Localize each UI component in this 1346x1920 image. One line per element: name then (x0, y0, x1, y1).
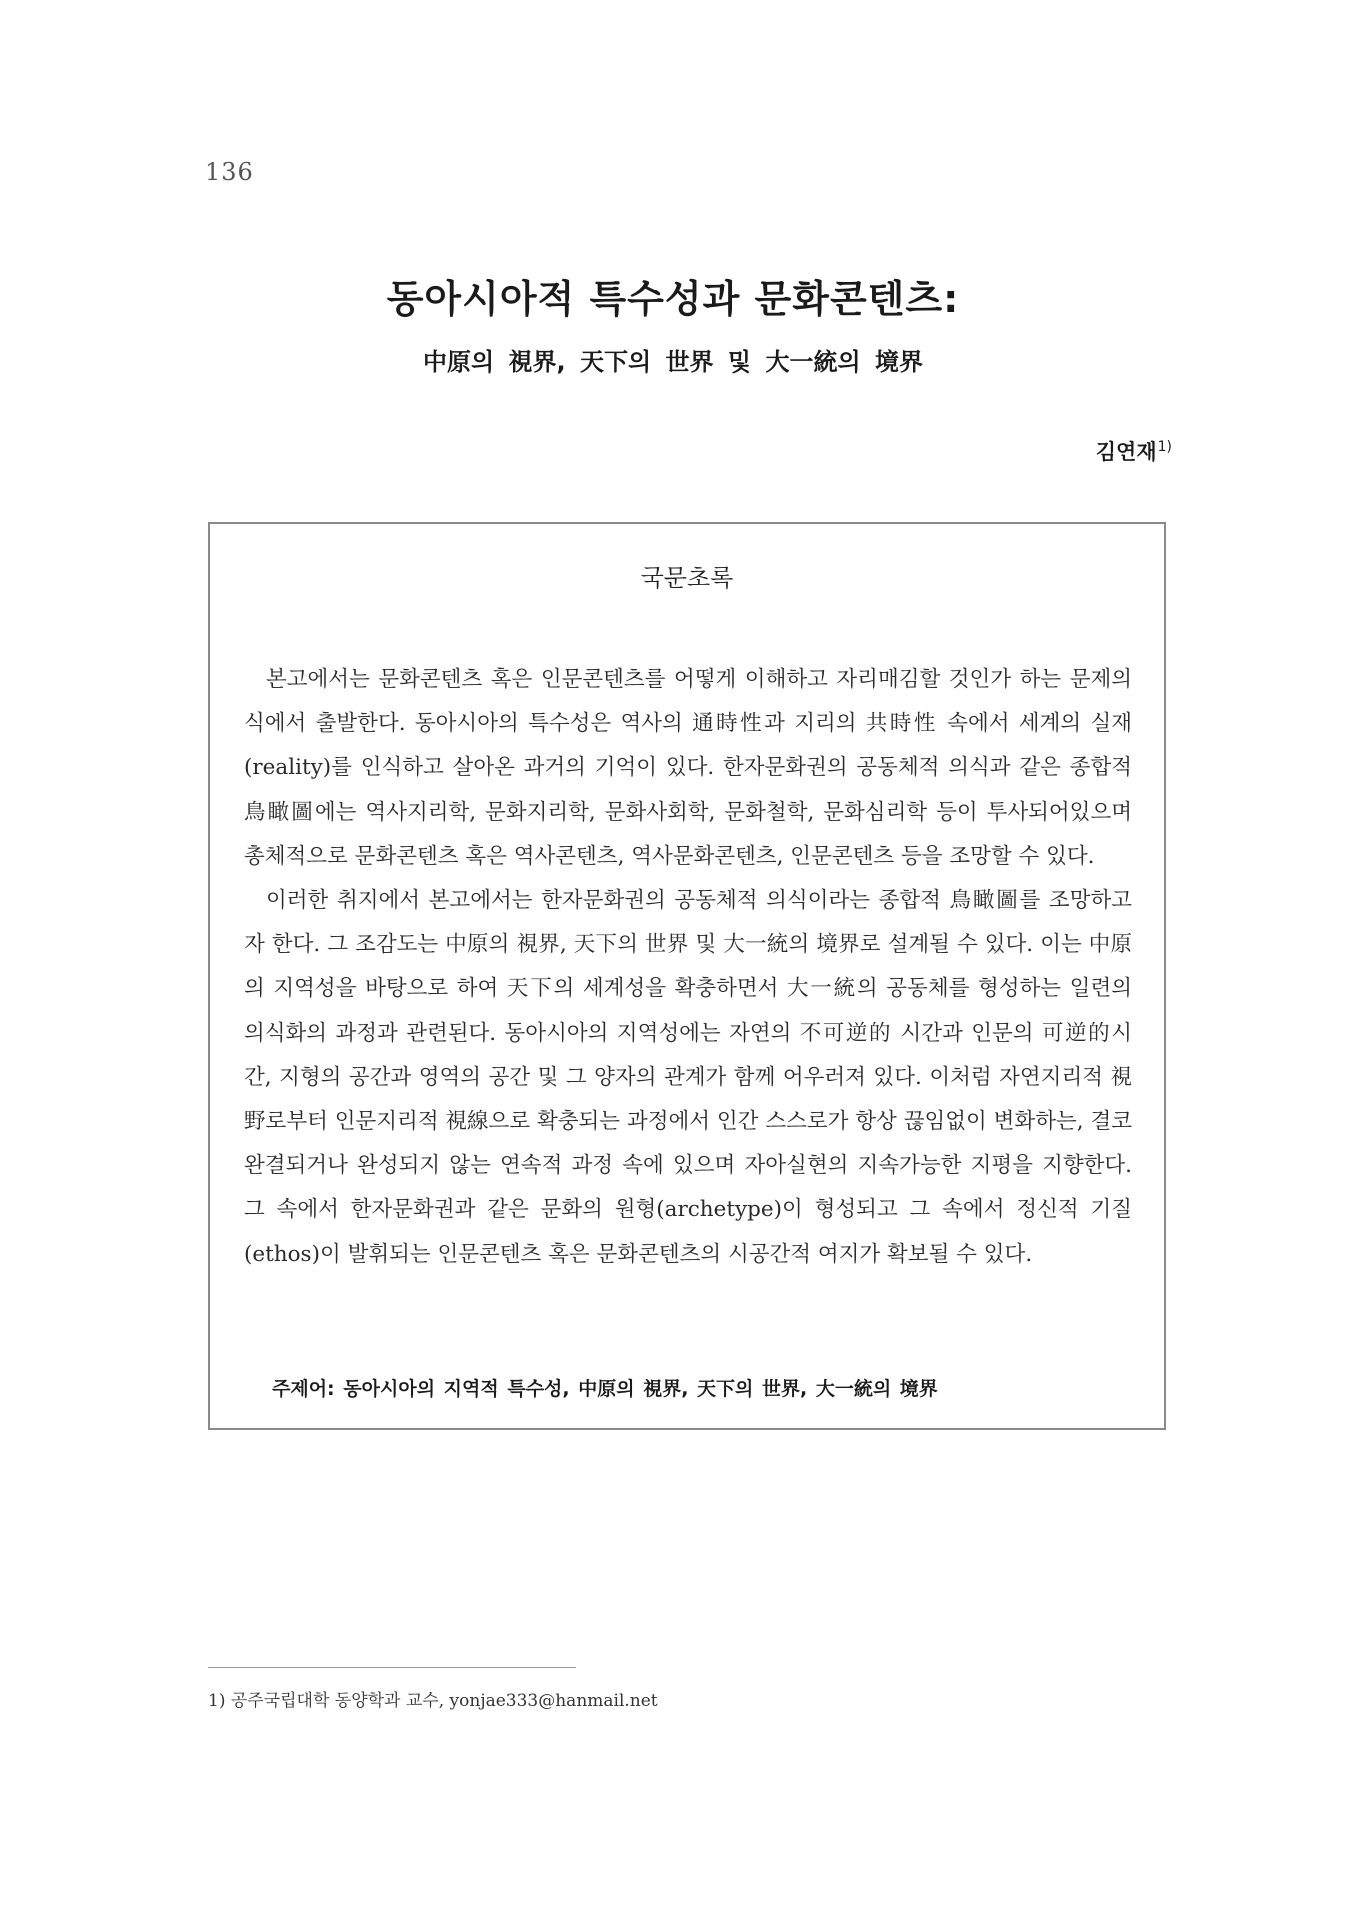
abstract-paragraph-2: 이러한 취지에서 본고에서는 한자문화권의 공동체적 의식이라는 종합적 鳥瞰圖를 조망하고자 한다. 그 조감도는 中原의 視界, 天下의 世界 및 大一統의 境界로 설계될 수 있다. 이는 中原의 지역성을 바탕으로 하여 天下의 세계성을 확충하면서 大一統의 공동체를 형성하는 일련의 의식화의 과정과 관련된다. 동아시아의 지역성에는 자연의 不可逆的 시간과 인문의 可逆的시간, 지형의 공간과 영역의 공간 및 그 양자의 관계가 함께 어우러져 있다. 이처럼 자연지리적 視野로부터 인문지리적 視線으로 확충되는 과정에서 인간 스스로가 항상 끊임없이 변화하는, 결코 완결되거나 완성되지 않는 연속적 과정 속에 있으며 자아실현의 지속가능한 지평을 지향한다. 그 속에서 한자문화권과 같은 문화의 원형(archetype)이 형성되고 그 속에서 정신적 기질(ethos)이 발휘되는 인문콘텐츠 혹은 문화콘텐츠의 시공간적 여지가 확보될 수 있다. (244, 888, 1132, 1267)
footnote-divider (208, 1667, 576, 1668)
author-line (1096, 436, 1172, 466)
page-number: 136 (205, 158, 254, 186)
paper-title: 동아시아적 특수성과 문화콘텐츠: (386, 277, 960, 321)
abstract-paragraph-1: 본고에서는 문화콘텐츠 혹은 인문콘텐츠를 어떻게 이해하고 자리매김할 것인가 하는 문제의식에서 출발한다. 동아시아의 특수성은 역사의 通時性과 지리의 共時性 속에서 세계의 실재(reality)를 인식하고 살아온 과거의 기억이 있다. 한자문화권의 공동체적 의식과 같은 종합적 鳥瞰圖에는 역사지리학, 문화지리학, 문화사회학, 문화철학, 문화심리학 등이 투사되어있으며 총체적으로 문화콘텐츠 혹은 역사콘텐츠, 역사문화콘텐츠, 인문콘텐츠 등을 조망할 수 있다. (244, 667, 1132, 869)
paper-subtitle: 中原의 視界, 天下의 世界 및 大一統의 境界 (423, 348, 923, 376)
abstract-box (208, 522, 1166, 1430)
abstract-heading: 국문초록 (640, 564, 734, 592)
author-name: 김연재 (1095, 440, 1157, 464)
footnote: 1) 공주국립대학 동양학과 교수, yonjae333@hanmail.net (208, 1691, 658, 1711)
author-footnote-mark: 1) (1157, 439, 1172, 455)
keywords: 주제어: 동아시아의 지역적 특수성, 中原의 視界, 天下의 世界, 大一統의 境界 (272, 1378, 938, 1400)
abstract-body (244, 658, 1132, 1277)
